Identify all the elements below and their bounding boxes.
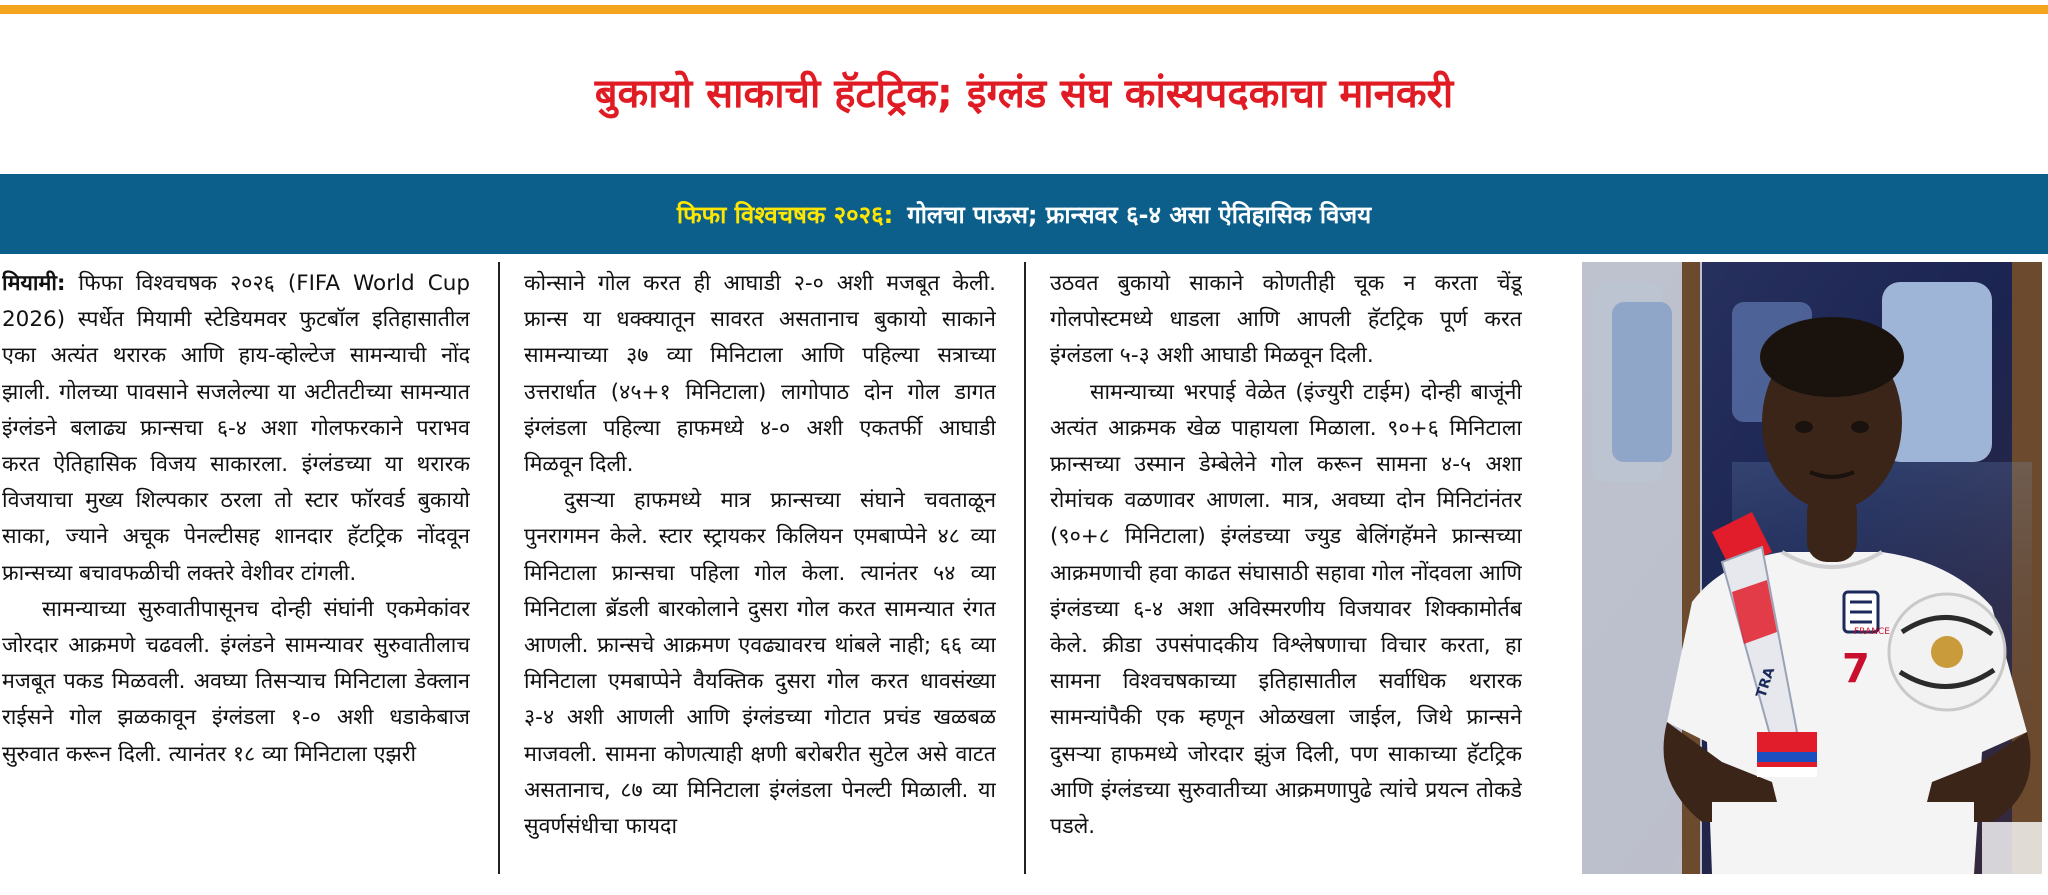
player-with-trophy-illustration xyxy=(1582,262,2042,874)
subheadline-lead: फिफा विश्वचषक २०२६: xyxy=(676,200,894,229)
article-paragraph: दुसऱ्या हाफमध्ये मात्र फ्रान्सच्या संघाने चवताळून पुनरागमन केले. स्टार स्ट्रायकर किलियन एमबाप्पेने ४८ व्या मिनिटाला फ्रान्सचा पहिला गोल केला. त्यानंतर ५४ व्या मिनिटाला ब्रॅडली बारकोलाने दुसरा गोल करत सामन्यात रंगत आणली. फ्रान्सचे आक्रमण एवढ्यावरच थांबले नाही; ६६ व्या मिनिटाला एमबाप्पेने वैयक्तिक दुसरा गोल करत धावसंख्या ३-४ अशी आणली आणि इंग्लंडच्या गोटात प्रचंड खळबळ माजवली. सामना कोणत्याही क्षणी बरोबरीत सुटेल असे वाटत असतानाच, ८७ व्या मिनिटाला इंग्लंडला पेनल्टी मिळाली. या सुवर्णसंधीचा फायदा xyxy=(524,488,996,840)
article-column-3 xyxy=(1050,266,1522,890)
headline: बुकायो साकाची हॅटट्रिक; इंग्लंड संघ कांस्यपदकाचा मानकरी xyxy=(594,71,1454,117)
article-paragraph: सामन्याच्या सुरुवातीपासूनच दोन्ही संघांनी एकमेकांवर जोरदार आक्रमणे चढवली. इंग्लंडने सामन्यावर सुरुवातीलाच मजबूत पकड मिळवली. अवघ्या तिसऱ्याच मिनिटाला डेक्लान राईसने गोल झळकावून इंग्लंडला १-० अशी धडाकेबाज सुरुवात करून दिली. त्यानंतर १८ व्या मिनिटाला एझरी xyxy=(2,596,470,767)
article-photo xyxy=(1582,262,2042,874)
jersey-number: 7 xyxy=(1842,646,1870,692)
paragraph-text: फिफा विश्वचषक २०२६ (FIFA World Cup 2026) स्पर्धेत मियामी स्टेडियमवर फुटबॉल इतिहासातील एका अत्यंत थरारक आणि हाय-व्होल्टेज सामन्याची नोंद झाली. गोलच्या पावसाने सजलेल्या या अटीतटीच्या सामन्यात इंग्लंडने बलाढ्य फ्रान्सचा ६-४ अशा गोलफरकाने पराभव करत ऐतिहासिक विजय साकारला. इंग्लंडच्या या थरारक विजयाचा मुख्य शिल्पकार ठरला तो स्टार फॉरवर्ड बुकायो साका, ज्याने अचूक पेनल्टीसह शानदार हॅटट्रिक नोंदवून फ्रान्सच्या बचावफळीची लक्तरे वेशीवर टांगली. xyxy=(2,271,470,586)
trophy-text: TRA xyxy=(1753,665,1779,700)
article-paragraph: सामन्याच्या भरपाई वेळेत (इंज्युरी टाईम) दोन्ही बाजूंनी अत्यंत आक्रमक खेळ पाहायला मिळाला. ९०+६ मिनिटाला फ्रान्सच्या उस्मान डेम्बेलेने गोल करून सामना ४-५ अशा रोमांचक वळणावर आणला. मात्र, अवघ्या दोन मिनिटांनंतर (९०+८ मिनिटाला) इंग्लंडच्या ज्युड बेलिंगहॅमने फ्रान्सच्या आक्रमणाची हवा काढत संघासाठी सहावा गोल नोंदवला आणि इंग्लंडच्या ६-४ अशा अविस्मरणीय विजयावर शिक्कामोर्तब केले. क्रीडा उपसंपादकीय विश्लेषणाचा विचार करता, हा सामना विश्वचषकाच्या इतिहासातील सर्वाधिक थरारक सामन्यांपैकी एक म्हणून ओळखला जाईल, जिथे फ्रान्सने दुसऱ्या हाफमध्ये जोरदार झुंज दिली, पण साकाच्या हॅटट्रिक आणि इंग्लंडच्या सुरुवातीच्या आक्रमणापुढे त्यांचे प्रयत्न तोकडे पडले. xyxy=(1050,379,1522,840)
subheadline-rest: गोलचा पाऊस; फ्रान्सवर ६-४ असा ऐतिहासिक विजय xyxy=(907,200,1372,229)
dateline: मियामी: xyxy=(2,271,66,296)
column-divider xyxy=(498,262,500,874)
article-column-1 xyxy=(2,266,470,890)
subheadline-bar xyxy=(0,174,2048,254)
article-paragraph: कोन्साने गोल करत ही आघाडी २-० अशी मजबूत केली. फ्रान्स या धक्क्यातून सावरत असतानाच बुकायो साकाने सामन्याच्या ३७ व्या मिनिटाला आणि पहिल्या सत्राच्या उत्तरार्धात (४५+१ मिनिटाला) लागोपाठ दोन गोल डागत इंग्लंडला पहिल्या हाफमध्ये ४-० अशी एकतर्फी आघाडी मिळवून दिली. xyxy=(524,271,996,478)
article-paragraph: उठवत बुकायो साकाने कोणतीही चूक न करता चेंडू गोलपोस्टमध्ये धाडला आणि आपली हॅटट्रिक पूर्ण करत इंग्लंडला ५-३ अशी आघाडी मिळवून दिली. xyxy=(1050,271,1522,369)
article-column-2 xyxy=(524,266,996,890)
article-paragraph xyxy=(2,266,470,592)
column-divider xyxy=(1024,262,1026,874)
top-accent-rule xyxy=(0,5,2048,14)
shirt-text: FRANCE xyxy=(1854,627,1890,637)
football-icon xyxy=(1889,594,2005,710)
